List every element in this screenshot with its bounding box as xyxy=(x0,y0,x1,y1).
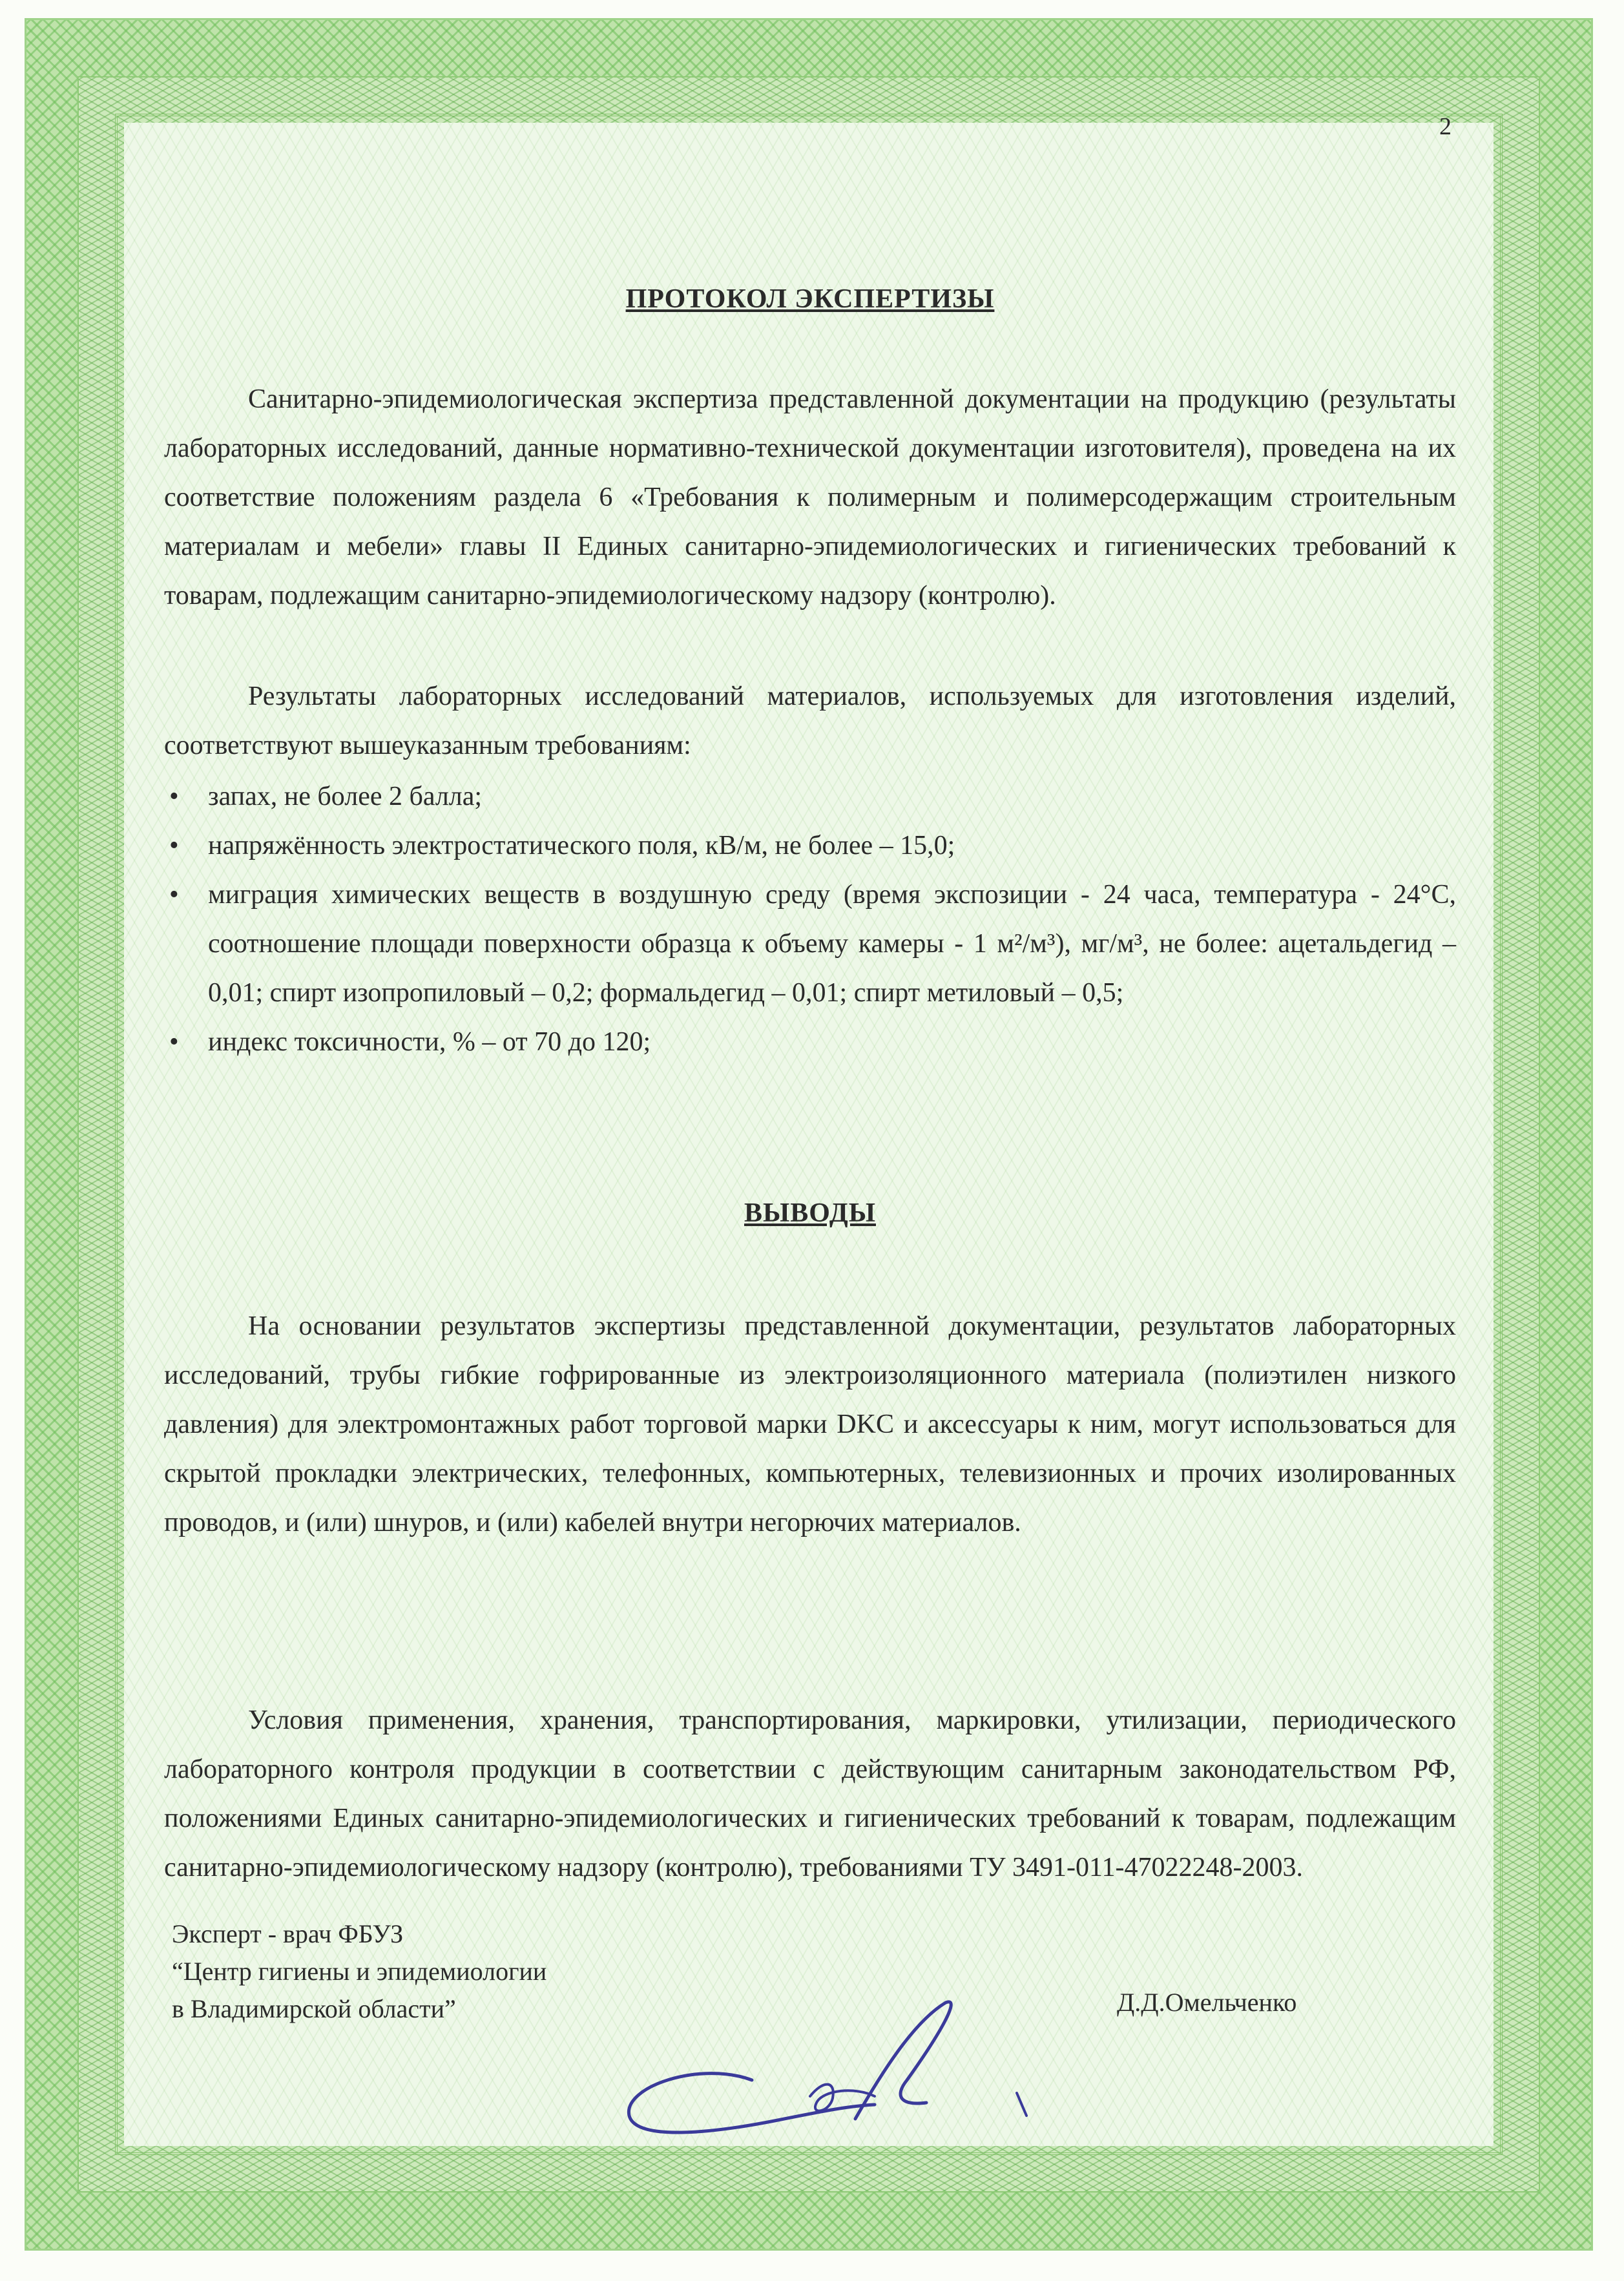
list-item-text: напряжённость электростатического поля, кВ/м, не более – 15,0; xyxy=(208,831,955,860)
protocol-title: ПРОТОКОЛ ЭКСПЕРТИЗЫ xyxy=(625,284,995,314)
expert-region: в Владимирской области” xyxy=(172,1994,456,2023)
list-item xyxy=(164,870,1456,1017)
expert-name: Д.Д.Омельченко xyxy=(1117,1988,1297,2017)
list-item-text: запах, не более 2 балла; xyxy=(208,782,483,811)
bullet-icon: • xyxy=(169,782,179,811)
conclusions-paragraph-2: Условия применения, хранения, транспортирования, маркировки, утилизации, периодического лабораторного контроля продукции в соответствии с действующим санитарным законодательством РФ, положениями Единых санитарно-эпидемиологических и гигиенических требований к товарам, подлежащим санитарно-эпидемиологическому надзору (контролю), требованиями ТУ 3491-011-47022248-2003. xyxy=(164,1705,1456,1882)
list-item-text: индекс токсичности, % – от 70 до 120; xyxy=(208,1027,651,1057)
bullet-icon: • xyxy=(169,880,179,910)
expert-organization: “Центр гигиены и эпидемиологии xyxy=(172,1957,547,1986)
expert-title: Эксперт - врач ФБУЗ xyxy=(172,1919,404,1948)
list-item xyxy=(164,1017,1456,1067)
list-item xyxy=(164,821,1456,870)
conclusions-paragraph-1: На основании результатов экспертизы представленной документации, результатов лабораторных исследований, трубы гибкие гофрированные из электроизоляционного материала (полиэтилен низкого давления) для электромонтажных работ торговой марки DKC и аксессуары к ним, могут использоваться для скрытой прокладки электрических, телефонных, компьютерных, телевизионных и прочих изолированных проводов, и (или) шнуров, и (или) кабелей внутри негорючих материалов. xyxy=(164,1311,1456,1537)
protocol-paragraph-1: Санитарно-эпидемиологическая экспертиза представленной документации на продукцию (результаты лабораторных исследований, данные нормативно-технической документации изготовителя), проведена на их соответствие положениям раздела 6 «Требования к полимерным и полимерсодержащим строительным материалам и мебели» главы II Единых санитарно-эпидемиологических и гигиенических требований к товарам, подлежащим санитарно-эпидемиологическому надзору (контролю). xyxy=(164,384,1456,610)
list-item-text: миграция химических веществ в воздушную среду (время экспозиции - 24 часа, температура - 24°С, соотношение площади поверхности образца к объему камеры - 1 м²/м³), мг/м³, не более: ацетальдегид – 0,01; спирт изопропиловый – 0,2; формальдегид – 0,01; спирт метиловый – 0,5; xyxy=(208,880,1456,1008)
requirements-list xyxy=(164,772,1456,1067)
list-item xyxy=(164,772,1456,821)
bullet-icon: • xyxy=(169,1027,179,1057)
expert-affiliation xyxy=(172,1915,547,2028)
bullet-icon: • xyxy=(169,831,179,860)
protocol-paragraph-2: Результаты лабораторных исследований материалов, используемых для изготовления изделий, соответствуют вышеуказанным требованиям: xyxy=(164,682,1456,760)
conclusions-title: ВЫВОДЫ xyxy=(744,1198,876,1228)
handwritten-signature xyxy=(603,1983,1068,2138)
page-number: 2 xyxy=(1439,113,1452,140)
